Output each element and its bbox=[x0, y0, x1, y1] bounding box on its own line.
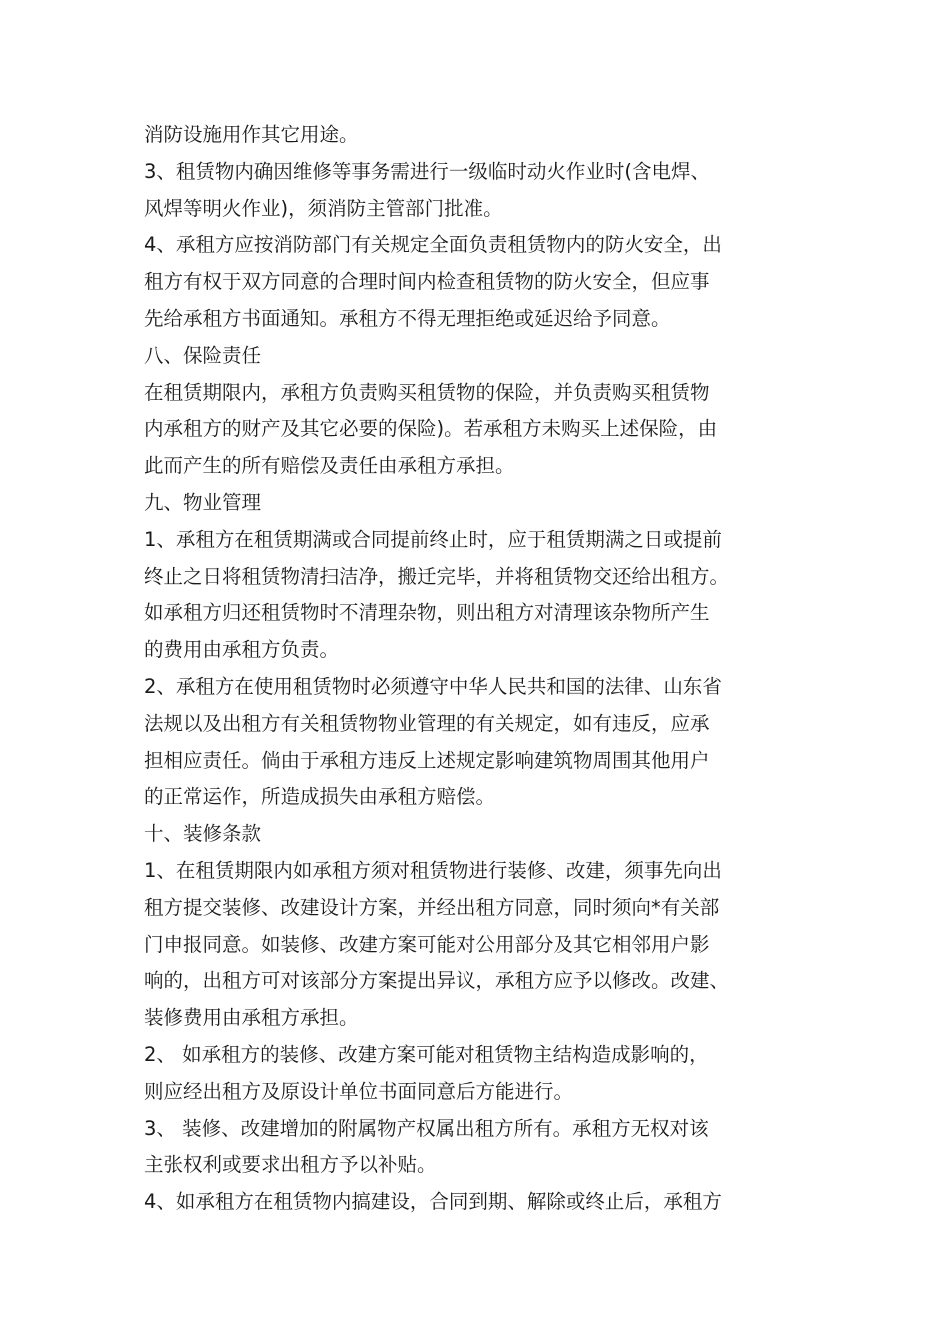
text-line: 租方提交装修、改建设计方案，并经出租方同意，同时须向*有关部 bbox=[144, 895, 720, 919]
text-line: 4、如承租方在租赁物内搞建设，合同到期、解除或终止后，承租方 bbox=[144, 1190, 722, 1214]
text-line: 在租赁期限内，承租方负责购买租赁物的保险，并负责购买租赁物 bbox=[144, 380, 710, 404]
text-line: 九、物业管理 bbox=[144, 490, 262, 514]
text-line: 的正常运作，所造成损失由承租方赔偿。 bbox=[144, 785, 496, 809]
text-line: 八、保险责任 bbox=[144, 343, 262, 367]
text-line: 十、装修条款 bbox=[144, 822, 262, 846]
text-line: 内承租方的财产及其它必要的保险)。若承租方未购买上述保险，由 bbox=[144, 417, 718, 441]
text-line: 响的，出租方可对该部分方案提出异议，承租方应予以修改。改建、 bbox=[144, 969, 730, 993]
text-line: 3、租赁物内确因维修等事务需进行一级临时动火作业时(含电焊、 bbox=[144, 159, 711, 183]
document-body bbox=[144, 117, 814, 1221]
text-line: 2、 如承租方的装修、改建方案可能对租赁物主结构造成影响的， bbox=[144, 1042, 709, 1066]
text-line: 法规以及出租方有关租赁物物业管理的有关规定，如有违反，应承 bbox=[144, 711, 710, 735]
text-line: 风焊等明火作业)，须消防主管部门批准。 bbox=[144, 196, 503, 220]
text-line: 先给承租方书面通知。承租方不得无理拒绝或延迟给予同意。 bbox=[144, 306, 671, 330]
text-line: 此而产生的所有赔偿及责任由承租方承担。 bbox=[144, 454, 515, 478]
text-line: 消防设施用作其它用途。 bbox=[144, 123, 359, 146]
document-paragraph bbox=[144, 522, 814, 669]
text-line: 的费用由承租方负责。 bbox=[144, 638, 340, 662]
document-paragraph bbox=[144, 1111, 814, 1184]
document-paragraph bbox=[144, 227, 814, 337]
text-line: 装修费用由承租方承担。 bbox=[144, 1006, 359, 1030]
document-paragraph bbox=[144, 117, 814, 154]
text-line: 租方有权于双方同意的合理时间内检查租赁物的防火安全，但应事 bbox=[144, 270, 710, 294]
text-line: 3、 装修、改建增加的附属物产权属出租方所有。承租方无权对该 bbox=[144, 1116, 709, 1140]
document-paragraph bbox=[144, 154, 814, 227]
document-paragraph bbox=[144, 816, 814, 853]
document-paragraph bbox=[144, 853, 814, 1037]
text-line: 2、承租方在使用租赁物时必须遵守中华人民共和国的法律、山东省 bbox=[144, 674, 722, 698]
text-line: 4、承租方应按消防部门有关规定全面负责租赁物内的防火安全，出 bbox=[144, 233, 722, 257]
text-line: 门申报同意。如装修、改建方案可能对公用部分及其它相邻用户影 bbox=[144, 932, 710, 956]
document-paragraph bbox=[144, 485, 814, 522]
document-paragraph bbox=[144, 338, 814, 375]
document-paragraph bbox=[144, 1184, 814, 1221]
document-paragraph bbox=[144, 669, 814, 816]
text-line: 1、承租方在租赁期满或合同提前终止时，应于租赁期满之日或提前 bbox=[144, 527, 722, 551]
text-line: 终止之日将租赁物清扫洁净，搬迁完毕，并将租赁物交还给出租方。 bbox=[144, 564, 730, 588]
text-line: 主张权利或要求出租方予以补贴。 bbox=[144, 1153, 437, 1177]
text-line: 则应经出租方及原设计单位书面同意后方能进行。 bbox=[144, 1079, 574, 1103]
document-paragraph bbox=[144, 1037, 814, 1110]
document-paragraph bbox=[144, 375, 814, 485]
text-line: 担相应责任。倘由于承租方违反上述规定影响建筑物周围其他用户 bbox=[144, 748, 710, 772]
text-line: 1、在租赁期限内如承租方须对租赁物进行装修、改建，须事先向出 bbox=[144, 858, 722, 882]
text-line: 如承租方归还租赁物时不清理杂物，则出租方对清理该杂物所产生 bbox=[144, 601, 710, 625]
